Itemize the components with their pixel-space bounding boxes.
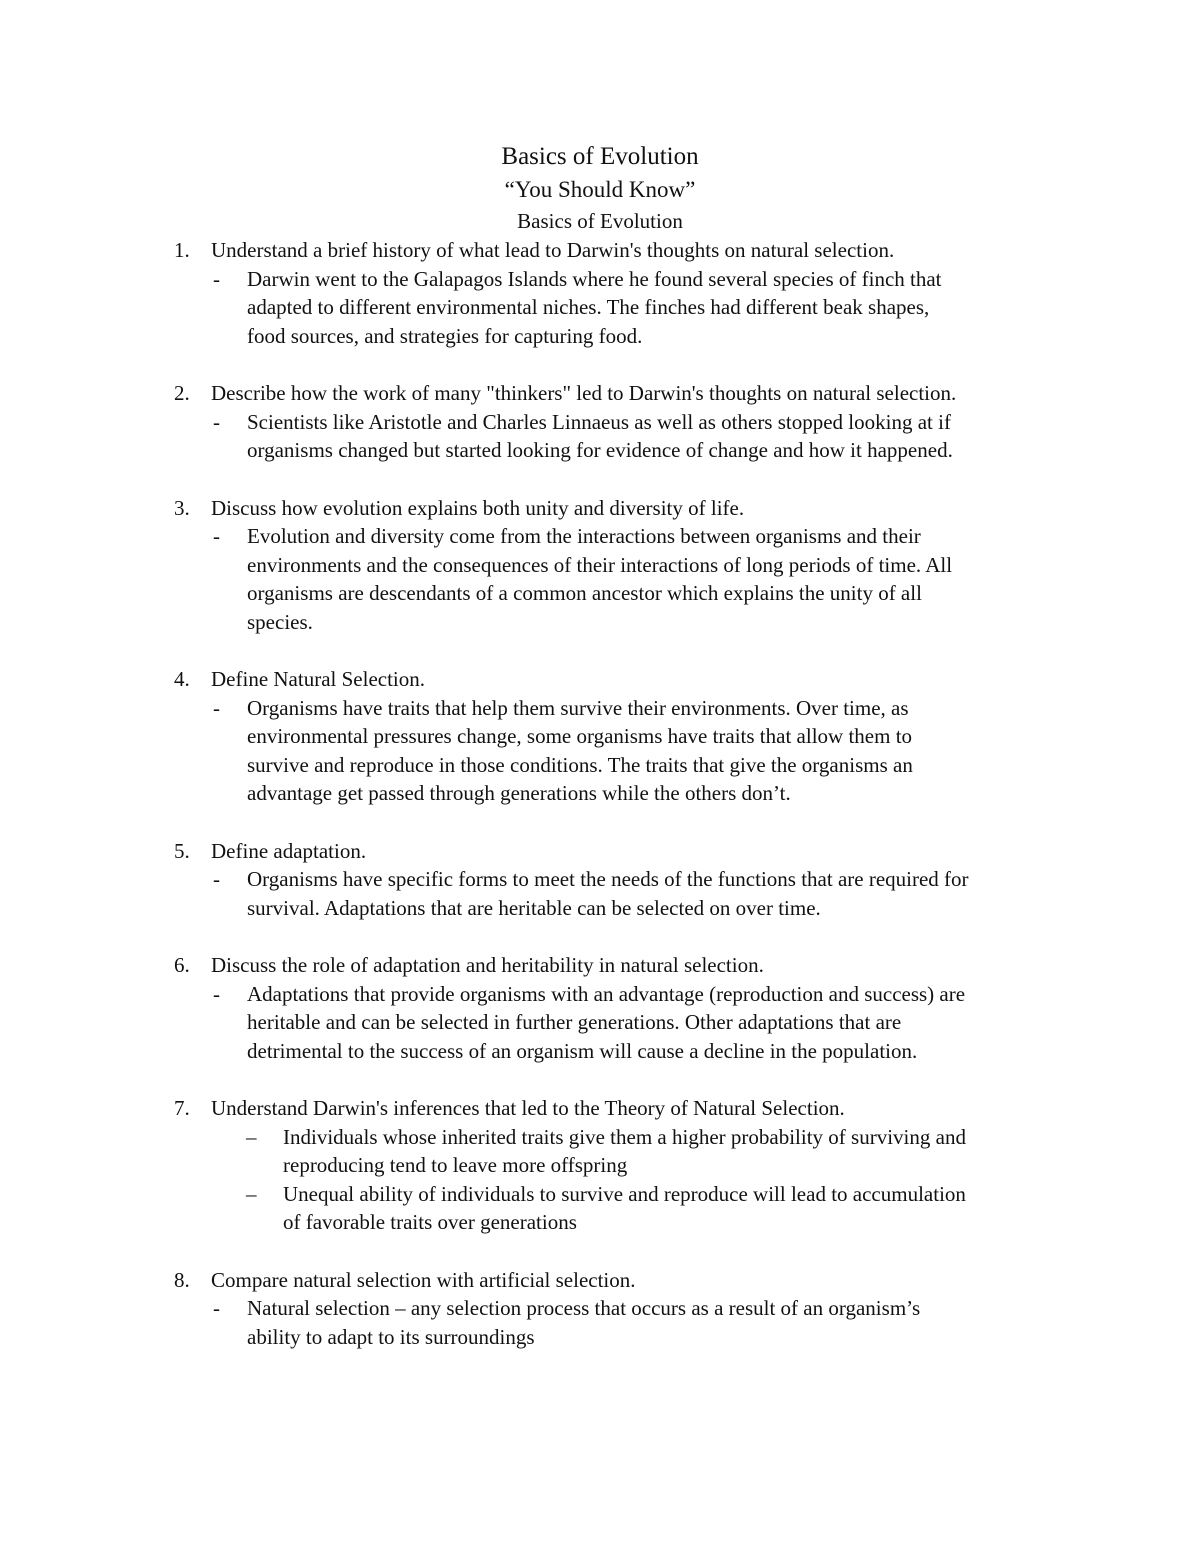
answer-bullet [0,1123,1063,1180]
question-number: 1. [174,238,190,262]
answer-line: ability to adapt to its surroundings [247,1324,535,1349]
question-number: 5. [174,838,190,863]
question-text: Understand Darwin's inferences that led to the Theory of Natural Selection. [211,1096,845,1120]
question-number: 7. [174,1096,190,1120]
answer-line: Individuals whose inherited traits give them a higher probability of surviving and [283,1124,966,1149]
dash-marker: - [213,1296,220,1320]
question-line [0,1266,1091,1295]
question-item-4 [0,665,1200,808]
question-text: Understand a brief history of what lead to Darwin's thoughts on natural selection. [211,238,895,262]
question-text: Define Natural Selection. [211,667,425,691]
question-line [0,1094,1091,1123]
document-title: Basics of Evolution [501,143,699,170]
question-text: Discuss how evolution explains both unity and diversity of life. [211,495,745,520]
answer-line: Adaptations that provide organisms with an advantage (reproduction and success) are [247,981,966,1006]
question-text: Describe how the work of many "thinkers" led to Darwin's thoughts on natural selection. [211,381,957,405]
answer-line: organisms are descendants of a common ancestor which explains the unity of all [247,581,922,605]
question-text: Discuss the role of adaptation and heritability in natural selection. [211,953,764,977]
dash-marker: - [213,524,220,548]
question-line [0,379,1091,408]
answer-bullet [0,265,1067,351]
section-heading: Basics of Evolution [517,209,683,233]
document-subtitle: “You Should Know” [504,177,696,202]
answer-line: Organisms have specific forms to meet the needs of the functions that are required for [247,867,969,891]
dash-marker: - [213,266,220,291]
dash-marker: - [213,867,220,891]
question-item-3 [0,494,1200,637]
answer-line: heritable and can be selected in further generations. Other adaptations that are [247,1010,902,1034]
answer-line: Unequal ability of individuals to survive and reproduce will lead to accumulation [283,1181,966,1206]
answer-line: adapted to different environmental niches. The finches had different beak shapes, [247,295,930,319]
question-line [0,951,1091,980]
question-item-1 [0,236,1200,350]
answer-line: Organisms have traits that help them survive their environments. Over time, as [247,695,909,720]
answer-line: survive and reproduce in those conditions. The traits that give the organisms an [247,752,913,777]
answer-line: survival. Adaptations that are heritable can be selected on over time. [247,895,821,920]
question-item-5 [0,837,1200,923]
question-text: Compare natural selection with artificial selection. [211,1267,636,1292]
answer-line: species. [247,609,313,634]
answer-bullet [0,522,1067,636]
answer-bullet [0,408,1067,465]
question-number: 2. [174,381,190,405]
question-number: 4. [174,667,190,691]
answer-line: environmental pressures change, some organisms have traits that allow them to [247,724,913,748]
question-line [0,494,1091,523]
answer-line: reproducing tend to leave more offspring [283,1153,628,1177]
answer-line: Darwin went to the Galapagos Islands where he found several species of finch that [247,266,942,291]
dash-marker: - [213,695,220,720]
answer-line: environments and the consequences of their interactions of long periods of time. All [247,552,953,577]
question-list [0,236,1200,1380]
dash-marker: - [213,409,220,434]
question-item-2 [0,379,1200,465]
answer-line: Evolution and diversity come from the interactions between organisms and their [247,524,921,548]
question-number: 3. [174,495,190,520]
answer-line: Natural selection – any selection process that occurs as a result of an organism’s [247,1296,921,1320]
answer-line: advantage get passed through generations while the others don’t. [247,781,791,805]
answer-bullet [0,865,1067,922]
dash-marker: - [213,981,220,1006]
dash-marker: – [246,1181,257,1206]
answer-line: of favorable traits over generations [283,1210,577,1234]
answer-line: detrimental to the success of an organism will cause a decline in the population. [247,1038,918,1063]
question-item-6 [0,951,1200,1065]
answer-bullet [0,1180,1063,1237]
question-number: 6. [174,953,190,977]
question-line [0,665,1091,694]
question-text: Define adaptation. [211,838,367,863]
answer-line: organisms changed but started looking for evidence of change and how it happened. [247,438,953,462]
question-line [0,837,1091,866]
answer-line: food sources, and strategies for capturing food. [247,323,643,348]
answer-bullet [0,694,1067,808]
answer-bullet [0,980,1067,1066]
answer-line: Scientists like Aristotle and Charles Linnaeus as well as others stopped looking at if [247,409,951,434]
question-number: 8. [174,1267,190,1292]
question-line [0,236,1091,265]
question-item-8 [0,1266,1200,1352]
dash-marker: – [246,1124,257,1149]
answer-bullet [0,1294,1067,1351]
question-item-7 [0,1094,1200,1237]
